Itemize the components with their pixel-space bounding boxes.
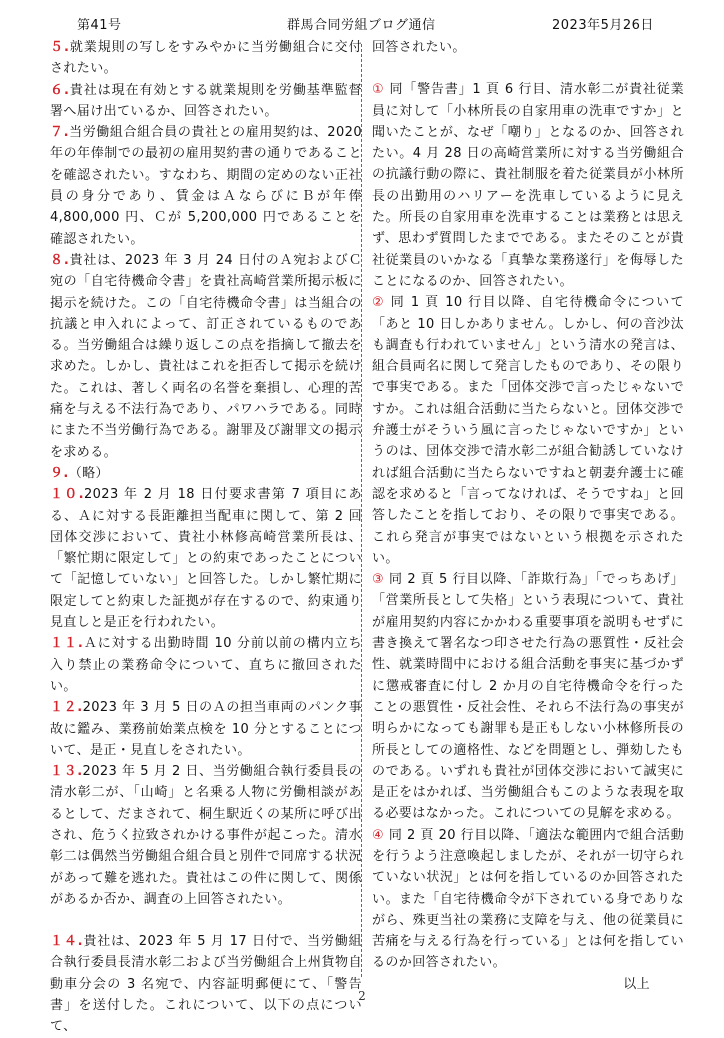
- list-item-10: １０.2023 年 2 月 18 日付要求書第 7 項目にある、Ａに対する長距離担当配車に関して、第 2 回団体交渉において、貴社小林修高崎営業所長は、「繁忙期に限定して」との約束であったことについて「記憶していない」と回答した。しかし繁忙期に限定してと約束した証拠が存在するので、約束通り見直しと是正を行われたい。: [50, 487, 362, 631]
- paragraph-spacer: [50, 910, 362, 931]
- continuation-text: 回答されたい。: [372, 40, 466, 55]
- sub-item-2: ② 同 1 頁 10 行目以降、自宅待機命令について「あと 10 日しかありません。しかし、何の音沙汰も調査も行われていません」という清水の発言は、組合員両名に関して発言したものであり、その限りで事実である。また「団体交渉で言ったじゃないですか。これは組合活動に当たらないと。団体交渉で弁護士がそういう風に言ったじゃないですか」というのは、団体交渉で清水彰二が組合勧誘していなければ組合活動に当たらないですねと朝妻弁護士に確認を求めると「言ってなければ、そうですね」と回答したことを指しており、その限りで事実である。これら発言が事実ではないという根拠を示されたい。: [372, 295, 684, 566]
- list-item-11: １１.Ａに対する出勤時間 10 分前以前の構内立ち入り禁止の業務命令について、直ちに撤回されたい。: [50, 636, 363, 694]
- page-number: 2: [358, 989, 366, 1003]
- sub-item-4: ④ 同 2 頁 20 行目以降、「適法な範囲内で組合活動を行うよう注意喚起しましたが、それが一切守られていない状況」とは何を指しているのか回答されたい。また「自宅待機命令が下されている身でありながら、殊更当社の業務に支障を与え、他の従業員に苦痛を与える行為を行っている」とは何を指しているのか回答されたい。: [372, 827, 684, 971]
- newsletter-title: 群馬合同労組ブログ通信: [287, 18, 436, 33]
- list-item-9: ９.（略）: [50, 465, 109, 481]
- paragraph-spacer: [372, 58, 684, 79]
- sub-item-1: ① 同「警告書」1 頁 6 行目、清水彰二が貴社従業員に対して「小林所長の自家用車の洗車ですか」と聞いたことが、なぜ「嘲り」となるのか、回答されたい。4 月 28 日の高崎営業所に対する当労働組合の抗議行動の際に、貴社制服を着た従業員が小林所長の出勤用のハリアーを洗車しているように見えた。所長の自家用車を洗車することは業務とは思えず、思わず質問したまでである。またそのことが貴社従業員のいかなる「真摯な業務遂行」を侮辱したことになるのか、回答されたい。: [372, 82, 684, 289]
- right-column: [372, 37, 684, 995]
- page-header: [0, 14, 724, 34]
- closing-mark: 以上: [623, 976, 650, 992]
- list-item-8: ８.貴社は、2023 年 3 月 24 日付のＡ宛およびＣ宛の「自宅待機命令書」を貴社高崎営業所掲示板に掲示を続けた。この「自宅待機命令書」は当組合の抗議と申入れによって、訂正されているものである。当労働組合は繰り返しこの点を指摘して撤去を求めた。しかし、貴社はこれを拒否して掲示を続けた。これは、著しく両名の名誉を棄損し、心理的苦痛を与える不法行為であり、パワハラである。同時にまた不当労働行為である。謝罪及び謝罪文の掲示を求める。: [50, 252, 362, 460]
- list-item-6: ６.貴社は現在有効とする就業規則を労働基準監督署へ届け出ているか、回答されたい。: [50, 82, 362, 119]
- left-column: [50, 37, 362, 1038]
- list-item-12: １２.2023 年 3 月 5 日のＡの担当車両のパンク事故に鑑み、業務前始業点検を 10 分とすることについて、是正・見直しをされたい。: [50, 700, 362, 758]
- list-item-5: ５.就業規則の写しをすみやかに当労働組合に交付されたい。: [50, 40, 362, 77]
- issue-number: 第41号: [77, 18, 122, 33]
- list-item-14: １４.貴社は、2023 年 5 月 17 日付で、当労働組合執行委員長清水彰二および当労働組合上州貨物自動車分会の 3 名宛で、内容証明郵便にて、「警告書」を送付した。これについて、以下の点について、: [50, 934, 362, 1035]
- issue-date: 2023年5月26日: [552, 18, 654, 33]
- list-item-7: ７.当労働組合組合員の貴社との雇用契約は、2020年の年俸制での最初の雇用契約書の通りであることを確認されたい。すなわち、期間の定めのない正社員の身分であり、賃金はＡならびにＢが年俸 4,800,000 円、Ｃが 5,200,000 円であることを確認されたい。: [50, 125, 362, 247]
- column-divider: [361, 44, 362, 977]
- sub-item-3: ③ 同 2 頁 5 行目以降、「詐欺行為」「でっちあげ」「営業所長として失格」という表現について、貴社が雇用契約内容にかかわる重要事項を説明もせずに書き換えて署名なつ印させた行為の悪質性・反社会性、就業時間中における組合活動を事実に基づかずに懲戒審査に付し 2 か月の自宅待機命令を行ったことの悪質性・反社会性、それら不法行為の事実が明らかになっても謝罪も是正もしない小林修所長の所長としての適格性、などを問題とし、弾劾したものである。いずれも貴社が団体交渉において誠実に是正をはかれば、当労働組合もこのような表現を取る必要はなかった。これについての見解を求める。: [372, 572, 684, 822]
- list-item-13: １３.2023 年 5 月 2 日、当労働組合執行委員長の清水彰二が、「山崎」と名乗る人物に労働相談があるとして、だまされて、桐生駅近くの某所に呼び出され、危うく拉致されかける事件が起こった。清水彰二は偶然当労働組合組合員と別件で同席する状況があって難を逃れた。貴社はこの件に関して、関係があるか否か、調査の上回答されたい。: [50, 764, 362, 907]
